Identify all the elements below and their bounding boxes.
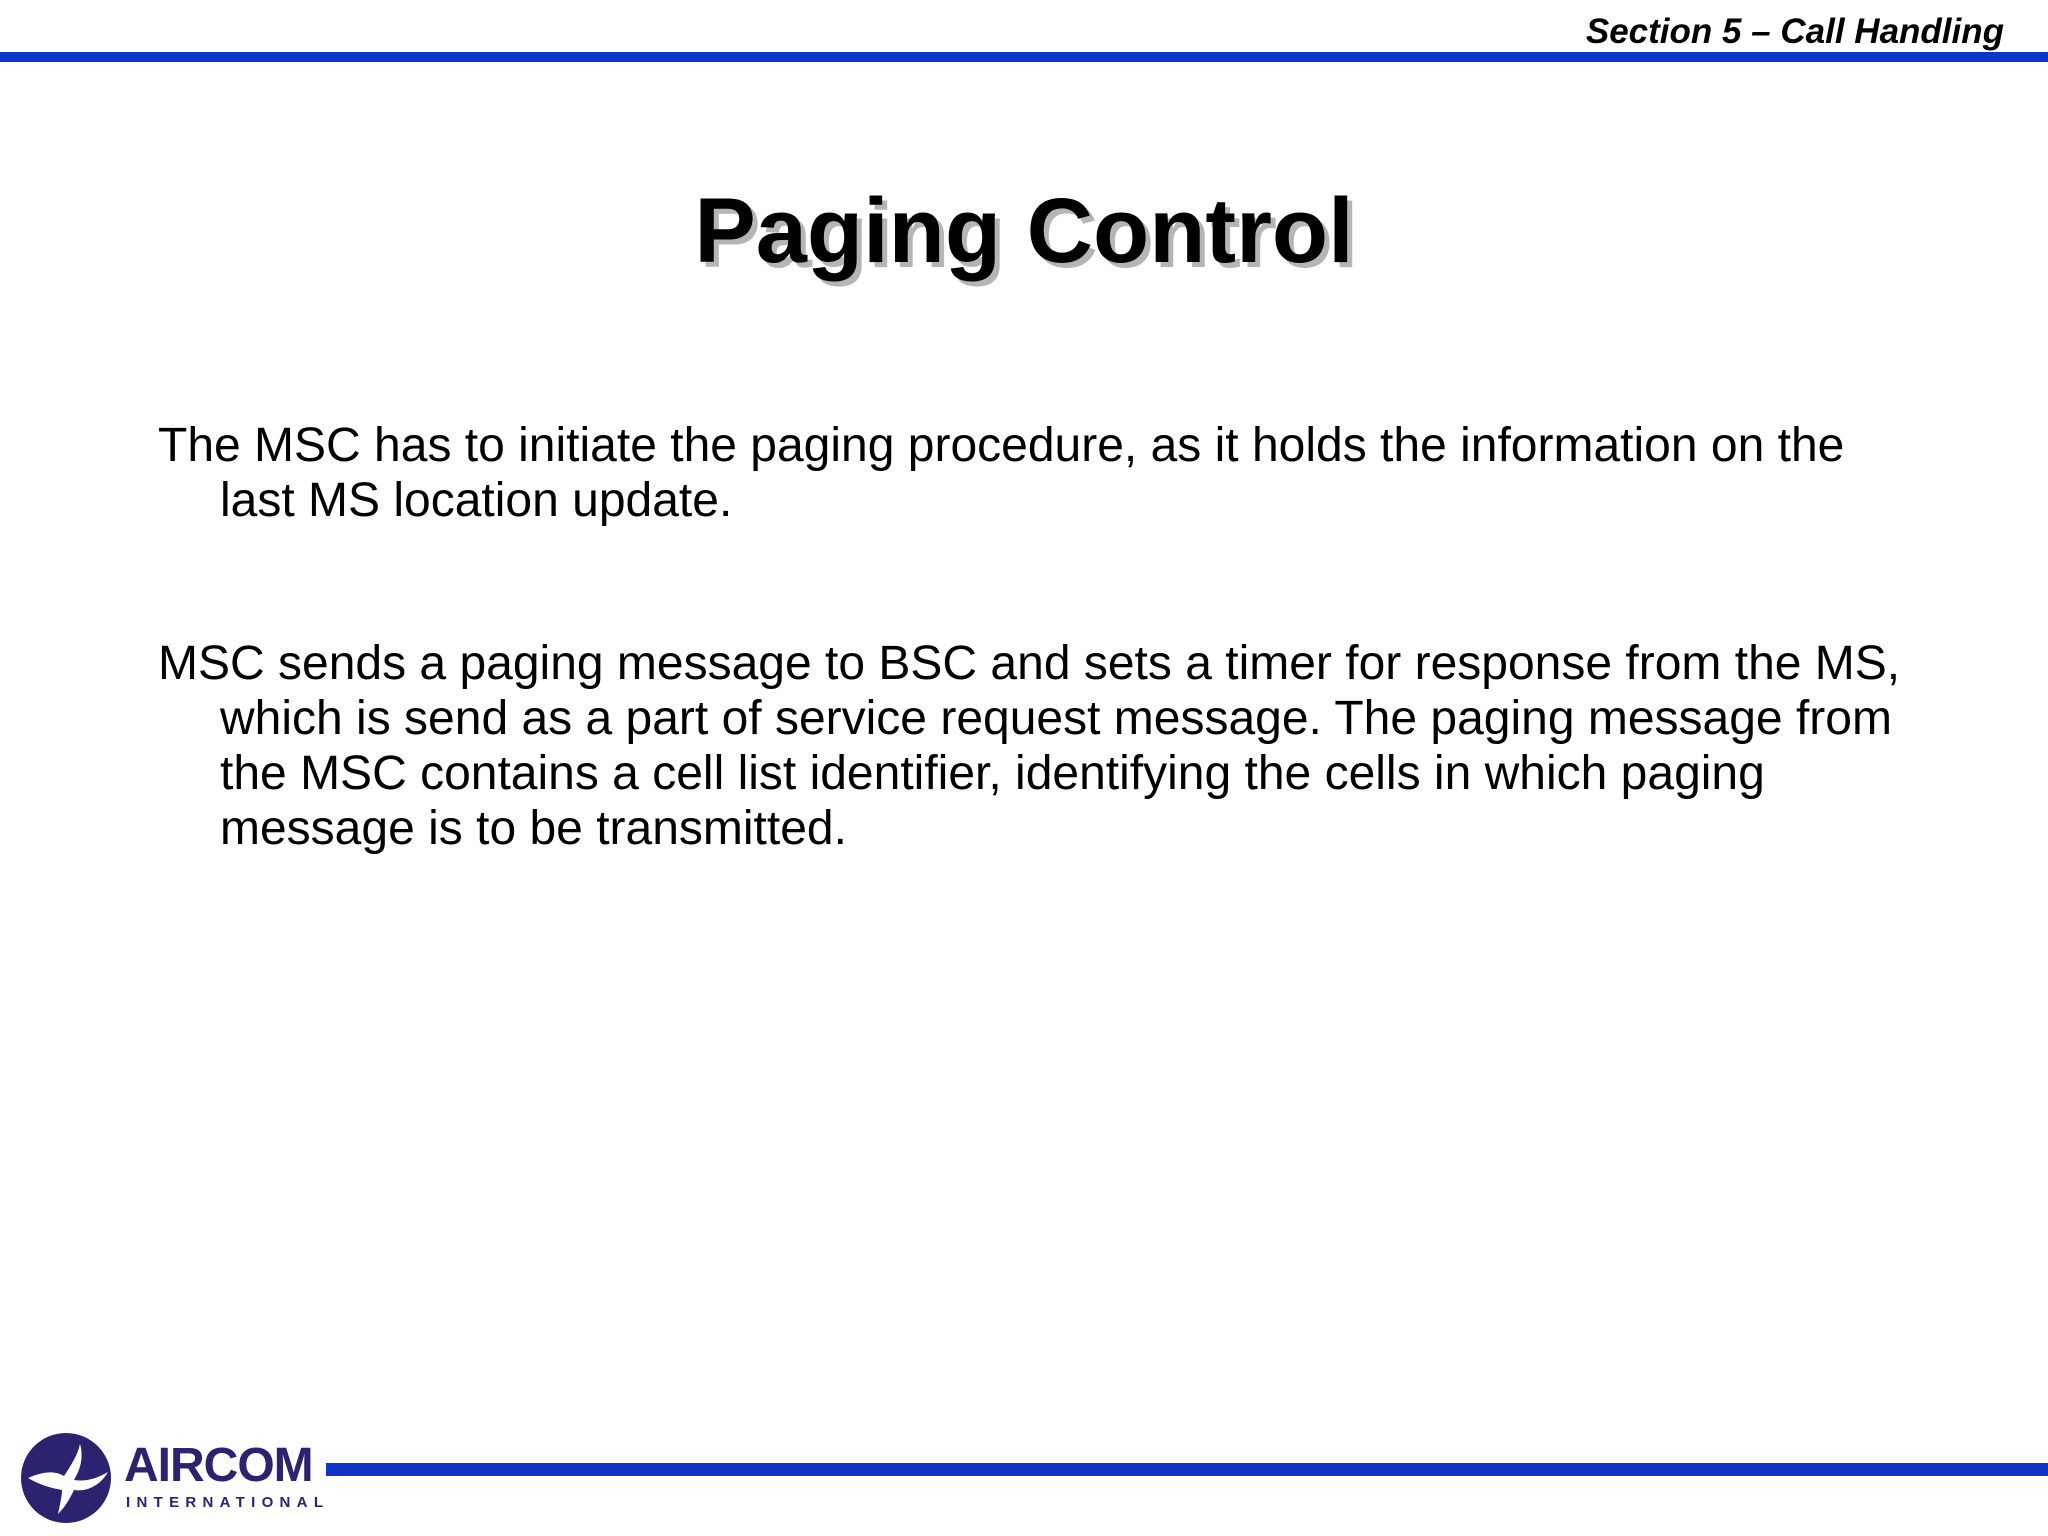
top-divider xyxy=(0,52,2048,62)
bird-in-circle-icon xyxy=(20,1432,112,1524)
aircom-logo xyxy=(20,1432,330,1524)
bottom-divider xyxy=(326,1463,2048,1476)
slide-body xyxy=(158,418,1918,964)
body-paragraph-1: The MSC has to initiate the paging procedure, as it holds the information on the last MS location update. xyxy=(158,419,1845,527)
logo-name: AIRCOM xyxy=(124,1439,313,1492)
section-header: Section 5 – Call Handling xyxy=(1585,12,2004,51)
logo-subtitle: INTERNATIONAL xyxy=(126,1494,330,1511)
slide-title: Paging Control xyxy=(694,180,1354,282)
body-paragraph-2: MSC sends a paging message to BSC and sets a timer for response from the MS, which is send as a part of service request message. The paging message from the MSC contains a cell list identifier, identifying the cells in which paging message is to be transmitted. xyxy=(158,637,1901,855)
